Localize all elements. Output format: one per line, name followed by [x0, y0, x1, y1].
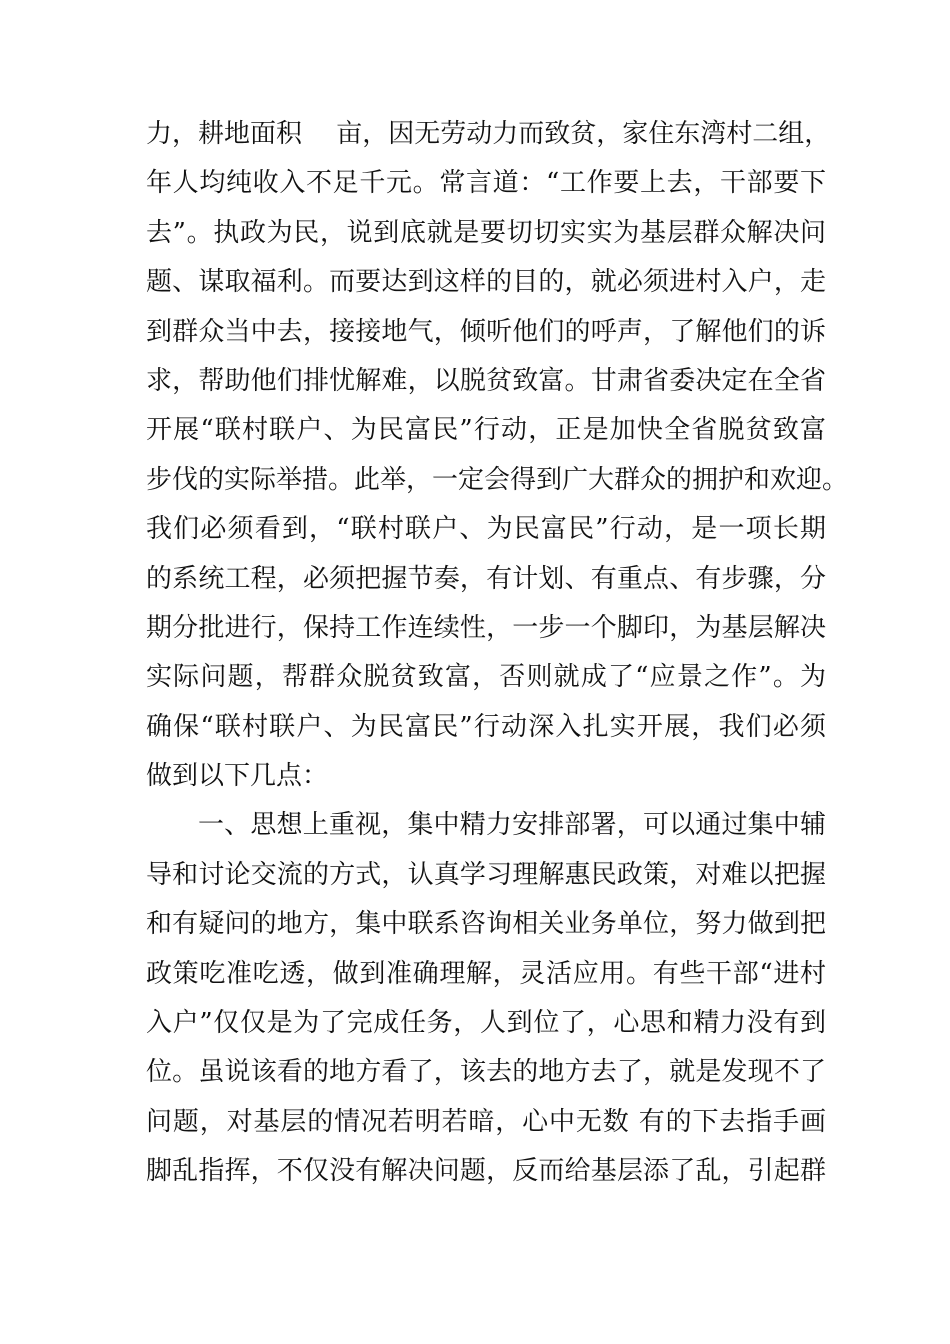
- text-line: 位。虽说该看的地方看了，该去的地方去了，就是发现不了: [146, 1057, 826, 1088]
- text-line: 到群众当中去，接接地气，倾听他们的呼声，了解他们的诉: [146, 316, 826, 347]
- text-line: 的系统工程，必须把握节奏，有计划、有重点、有步骤，分: [146, 563, 826, 594]
- text-line: 题、谋取福利。而要达到这样的目的，就必须进村入户，走: [146, 267, 826, 298]
- text-line: 做到以下几点：: [146, 761, 329, 792]
- text-line: 步伐的实际举措。此举，一定会得到广大群众的拥护和欢迎。: [146, 464, 849, 495]
- text-line: 和有疑问的地方，集中联系咨询相关业务单位，努力做到把: [146, 909, 826, 940]
- text-line: 导和讨论交流的方式，认真学习理解惠民政策，对难以把握: [146, 859, 826, 890]
- text-line: 一、思想上重视，集中精力安排部署，可以通过集中辅: [198, 810, 826, 841]
- text-line: 确保“联村联户、为民富民”行动深入扎实开展，我们必须: [146, 711, 826, 742]
- text-line: 开展“联村联户、为民富民”行动，正是加快全省脱贫致富: [146, 415, 826, 446]
- text-line: 我们必须看到，“联村联户、为民富民”行动，是一项长期: [146, 514, 826, 545]
- body-text: [146, 110, 849, 1197]
- text-line: 实际问题，帮群众脱贫致富，否则就成了“应景之作”。为: [146, 662, 826, 693]
- text-line: 力，耕地面积 亩，因无劳动力而致贫，家住东湾村二组，: [146, 119, 831, 149]
- text-line: 期分批进行，保持工作连续性，一步一个脚印，为基层解决: [146, 612, 826, 643]
- text-line: 政策吃准吃透，做到准确理解，灵活应用。有些干部“进村: [146, 958, 826, 989]
- text-line: 去”。执政为民，说到底就是要切切实实为基层群众解决问: [146, 217, 826, 248]
- text-line: 问题，对基层的情况若明若暗，心中无数 有的下去指手画: [146, 1106, 826, 1137]
- text-line: 年人均纯收入不足千元。常言道：“工作要上去，干部要下: [146, 168, 826, 199]
- text-line: 脚乱指挥，不仅没有解决问题，反而给基层添了乱，引起群: [146, 1156, 826, 1187]
- text-line: 入户”仅仅是为了完成任务，人到位了，心思和精力没有到: [146, 1008, 826, 1039]
- text-line: 求，帮助他们排忧解难，以脱贫致富。甘肃省委决定在全省: [146, 365, 826, 396]
